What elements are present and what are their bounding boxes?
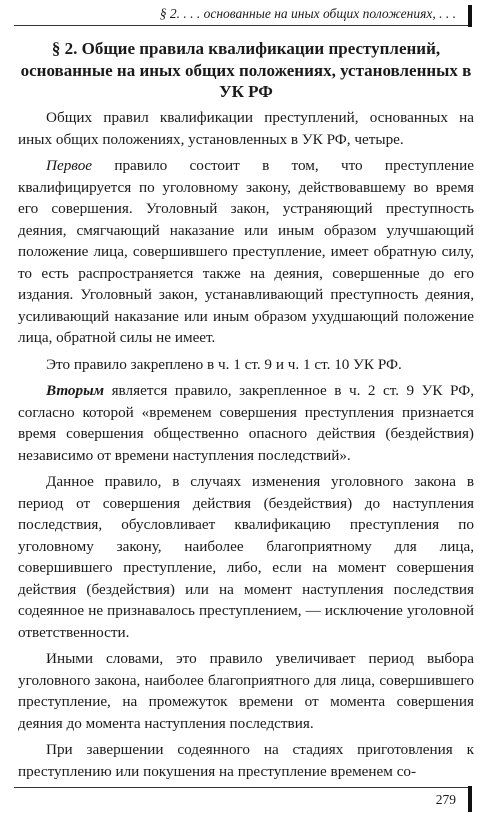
running-head-text: § 2. . . . основанные на иных общих положениях, . . . <box>159 6 456 21</box>
paragraph-5: Данное правило, в случаях изменения уголовного закона в период от совершения действия (бездействия) до наступления последствия, обусловливает квалификацию преступления по уголовному закону, наиболее благоприятному для лица, совершившего преступление, либо, если на момент совершения действия (бездействия) или на момент наступления последствия содеянное не признавалось преступлением, — исключение уголовной ответственности. <box>18 473 474 641</box>
section-heading: § 2. Общие правила квалификации преступлений, основанные на иных общих положениях, установленных в УК РФ <box>20 39 472 101</box>
body-text <box>18 107 474 787</box>
paragraph-6: Иными словами, это правило увеличивает период выбора уголовного закона, наиболее благоприятного для лица, совершившего преступление, на промежуток времени от момента совершения деяния до момента наступления последствия. <box>18 650 474 732</box>
paragraph-3: Это правило закреплено в ч. 1 ст. 9 и ч. 1 ст. 10 УК РФ. <box>46 355 402 373</box>
page-number: 279 <box>435 792 456 807</box>
paragraph-1: Общих правил квалификации преступлений, основанных на иных общих положениях, установленных в УК РФ, четыре. <box>18 109 474 148</box>
lead-word-first: Первое <box>46 157 93 174</box>
running-head <box>14 4 472 26</box>
footer-bar <box>468 786 472 812</box>
lead-word-second: Вторым <box>46 382 105 399</box>
paragraph-7: При завершении содеянного на стадиях приготовления к преступлению или покушения на преступление временем со- <box>18 741 474 780</box>
paragraph-4: Вторым является правило, закрепленное в ч. 2 ст. 9 УК РФ, согласно которой «временем совершения преступления признается время совершения общественно опасного действия (бездействия) независимо от времени наступления последствий». <box>18 382 474 464</box>
running-head-bar <box>468 5 472 27</box>
page-footer <box>14 787 472 812</box>
paragraph-2: Первое правило состоит в том, что преступление квалифицируется по уголовному закону, действовавшему во время его совершения. Уголовный закон, устраняющий преступность деяния, смягчающий наказание или иным образом улучшающий положение лица, совершившего преступление, имеет обратную силу, то есть распространяется также на деяния, совершенные до его издания. Уголовный закон, устанавливающий преступность деяния, усиливающий наказание или иным образом ухудшающий положение лица, обратной силы не имеет. <box>18 157 474 346</box>
